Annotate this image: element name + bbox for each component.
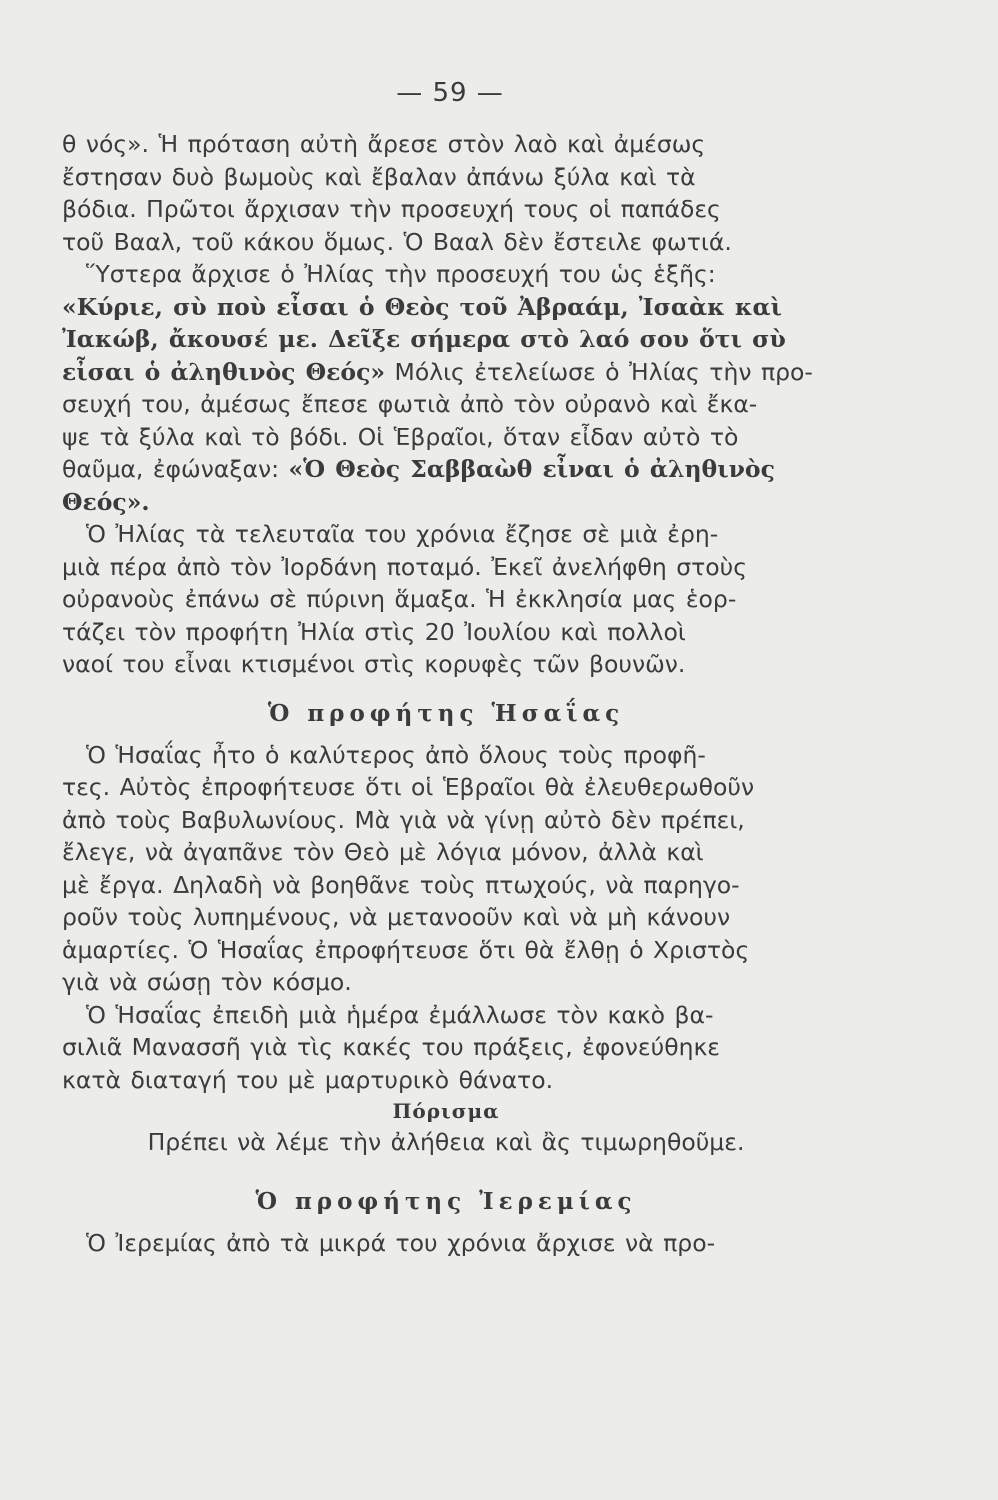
text-line: γιὰ νὰ σώσῃ τὸν κόσμο. — [62, 968, 352, 996]
text-line: Ὁ Ἡσαΐας ἦτο ὁ καλύτερος ἀπὸ ὅλους τοὺς προφῆ- — [86, 740, 706, 769]
text-line: οὐρανοὺς ἐπάνω σὲ πύρινη ἅμαξα. Ἡ ἐκκλησία μας ἑορ- — [62, 585, 737, 613]
porisma-text: Πρέπει νὰ λέμε τὴν ἀλήθεια καὶ ἂς τιμωρηθοῦμε. — [147, 1128, 745, 1156]
paragraph-ieremias — [62, 1227, 830, 1260]
text-line: Ὁ Ἰερεμίας ἀπὸ τὰ μικρά του χρόνια ἄρχισε νὰ προ- — [86, 1228, 716, 1257]
text-line: σιλιᾶ Μανασσῆ γιὰ τὶς κακές του πράξεις, ἐφονεύθηκε — [62, 1033, 721, 1061]
page-number: — 59 — — [396, 78, 504, 108]
text-line: μὲ ἔργα. Δηλαδὴ νὰ βοηθᾶνε τοὺς πτωχούς, νὰ παρηγο- — [62, 870, 740, 899]
text-line: ἔστησαν δυὸ βωμοὺς καὶ ἔβαλαν ἀπάνω ξύλα καὶ τὰ — [62, 162, 696, 191]
text-line — [62, 356, 830, 389]
text-line: τάζει τὸν προφήτη Ἠλία στὶς 20 Ἰουλίου καὶ πολλοὶ — [62, 617, 686, 646]
paragraph-baal — [62, 128, 830, 258]
page-body — [62, 128, 830, 1259]
prayer-end: εἶσαι ὁ ἀληθινὸς Θεός» — [62, 357, 386, 386]
text-line: Ὕστερα ἄρχισε ὁ Ἠλίας τὴν προσευχή του ὡς ἑξῆς: — [86, 260, 716, 288]
porisma-label: Πόρισμα — [392, 1099, 500, 1123]
section-heading-ieremias: Ὁ προφήτης Ἰερεμίας — [255, 1187, 637, 1215]
text-line: Ὁ Ἠλίας τὰ τελευταῖα του χρόνια ἔζησε σὲ μιὰ ἐρη- — [86, 520, 719, 548]
text-line: ἀπὸ τοὺς Βαβυλωνίους. Μὰ γιὰ νὰ γίνῃ αὐτὸ δὲν πρέπει, — [62, 805, 745, 834]
paragraph-elias-prayer — [62, 258, 830, 518]
text-line: Ὁ Ἡσαΐας ἐπειδὴ μιὰ ἡμέρα ἐμάλλωσε τὸν κακὸ βα- — [86, 1000, 714, 1029]
exclamation: «Ὁ Θεὸς Σαββαὼθ εἶναι ὁ ἀληθινὸς — [288, 455, 775, 483]
text-fragment: Μόλις ἐτελείωσε ὁ Ἠλίας τὴν προ- — [385, 357, 813, 386]
text-line: ἁμαρτίες. Ὁ Ἡσαΐας ἐπροφήτευσε ὅτι θὰ ἔλθῃ ὁ Χριστὸς — [62, 935, 750, 964]
prayer-line: Ἰακώβ, ἄκουσέ με. Δεῖξε σήμερα στὸ λαό σου ὅτι σὺ — [62, 325, 786, 353]
text-line: τες. Αὐτὸς ἐπροφήτευσε ὅτι οἱ Ἑβραῖοι θὰ ἐλευθερωθοῦν — [62, 773, 755, 801]
text-line: βόδια. Πρῶτοι ἄρχισαν τὴν προσευχή τους οἱ παπάδες — [62, 195, 721, 223]
section-heading-isaias: Ὁ προφήτης Ἡσαΐας — [267, 699, 625, 727]
text-line: μιὰ πέρα ἀπὸ τὸν Ἰορδάνη ποταμό. Ἐκεῖ ἀνελήφθη στοὺς — [62, 552, 748, 581]
text-line: Θεός». — [62, 487, 150, 516]
text-line: τοῦ Βααλ, τοῦ κάκου ὅμως. Ὁ Βααλ δὲν ἔστειλε φωτιά. — [62, 227, 732, 256]
text-line: ψε τὰ ξύλα καὶ τὸ βόδι. Οἱ Ἑβραῖοι, ὅταν εἶδαν αὐτὸ τὸ — [62, 422, 739, 451]
text-line: κατὰ διαταγή του μὲ μαρτυρικὸ θάνατο. — [62, 1065, 554, 1094]
text-line: ναοί του εἶναι κτισμένοι στὶς κορυφὲς τῶν βουνῶν. — [62, 650, 686, 678]
text-line: σευχή του, ἀμέσως ἔπεσε φωτιὰ ἀπὸ τὸν οὐρανὸ καὶ ἔκα- — [62, 390, 758, 418]
text-line: ἔλεγε, νὰ ἀγαπᾶνε τὸν Θεὸ μὲ λόγια μόνον, ἀλλὰ καὶ — [62, 838, 704, 866]
paragraph-isaias — [62, 739, 830, 999]
paragraph-elias-end — [62, 518, 830, 681]
paragraph-isaias-death — [62, 999, 830, 1097]
prayer-line: «Κύριε, σὺ ποὺ εἶσαι ὁ Θεὸς τοῦ Ἀβραάμ, Ἰσαὰκ καὶ — [62, 292, 782, 321]
text-line: ροῦν τοὺς λυπημένους, νὰ μετανοοῦν καὶ νὰ μὴ κάνουν — [62, 903, 731, 931]
text-line: θ νός». Ἡ πρόταση αὐτὴ ἄρεσε στὸν λαὸ καὶ ἀμέσως — [62, 130, 706, 158]
text-line — [62, 453, 830, 486]
text-fragment: θαῦμα, ἐφώναξαν: — [62, 455, 289, 483]
